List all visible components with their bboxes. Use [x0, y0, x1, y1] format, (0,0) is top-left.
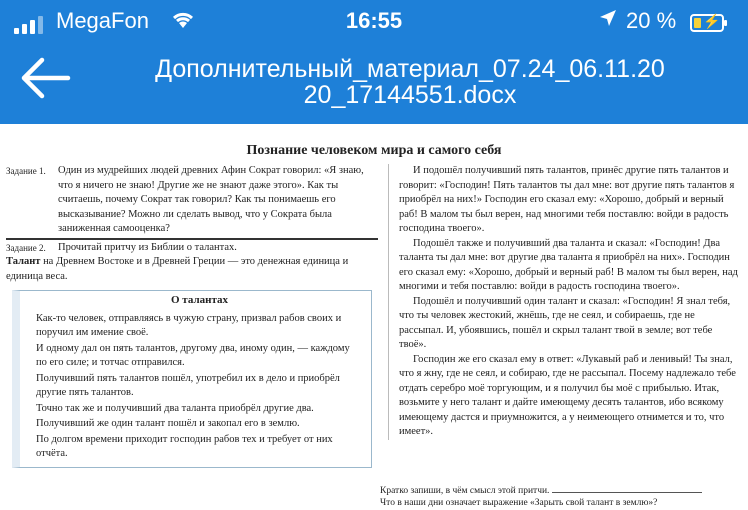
document-title-line2: 20_17144551.docx — [303, 81, 517, 109]
right-paragraph: Подошёл также и получивший два таланта и сказал: «Господин! Два таланта ты дал мне: вот другие два таланта я приобрёл на них». Господин его сказал ему: «Хорошо, добрый и верный раб! В малом ты был верен, над многими и тебя поставлю: войди в радость господина твоего». — [399, 237, 738, 292]
parable-paragraph: Получивший пять талантов пошёл, употребил их в дело и приобрёл другие пять талантов. — [36, 372, 340, 398]
parable-paragraph: Как-то человек, отправляясь в чужую страну, призвал рабов своих и поручил им имение своё. — [36, 312, 342, 338]
talent-definition — [6, 255, 378, 284]
right-column — [388, 164, 740, 440]
carrier-name: MegaFon — [56, 8, 149, 33]
talent-definition-text: на Древнем Востоке и в Древней Греции — это денежная единица и единица веса. — [6, 256, 349, 282]
task-2-label: Задание 2. — [6, 242, 46, 253]
question-2: Что в наши дни означает выражение «Зарыть свой талант в землю»? — [380, 498, 658, 508]
answer-line — [552, 484, 702, 493]
status-bar — [0, 6, 748, 38]
task-1 — [6, 164, 378, 237]
parable-box — [12, 290, 372, 468]
right-paragraph: Господин же его сказал ему в ответ: «Лукавый раб и ленивый! Ты знал, что я жну, где не сеял, и собираю, где не рассыпал. Посему надлежало тебе отдать серебро моё торгующим, и я получил бы моё с прибылью. Итак, возьмите у него талант и дайте имеющему десять талантов, ибо всякому имеющему дастся и приумножится, а у неимеющего отнимется и то, что имеет». — [399, 353, 736, 437]
clock: 16:55 — [345, 8, 403, 33]
task-1-label: Задание 1. — [6, 166, 46, 176]
document-title-line1: Дополнительный_материал_07.24_06.11.20 — [155, 55, 665, 83]
task-2-text: Прочитай притчу из Библии о талантах. — [58, 241, 237, 253]
parable-paragraph: Точно так же и получивший два таланта приобрёл другие два. — [36, 402, 314, 414]
right-text-block — [388, 164, 740, 440]
questions — [380, 484, 740, 509]
battery-icon: ⚡ — [690, 14, 724, 32]
parable-title: О талантах — [171, 294, 228, 306]
left-column — [6, 164, 378, 468]
talent-term: Талант — [6, 256, 41, 267]
back-arrow-icon[interactable] — [16, 54, 72, 102]
right-paragraph: И подошёл получивший пять талантов, принёс другие пять талантов и говорит: «Господин! Пять талантов ты дал мне: вот другие пять талантов я приобрёл на них!» Господин его сказал ему: «Хорошо, добрый и верный раб! В малом ты был верен, над многими тебя поставлю: войди в радость господина твоего». — [399, 165, 735, 234]
divider — [6, 238, 378, 240]
task-2 — [6, 241, 378, 256]
parable-paragraph: И одному дал он пять талантов, другому два, иному один, — каждому по его силе; и тотчас отправился. — [36, 342, 350, 368]
location-arrow-icon — [598, 8, 618, 34]
document-page — [0, 124, 748, 510]
right-paragraph: Подошёл и получивший один талант и сказал: «Господин! Я знал тебя, что ты человек жестокий, жнёшь, где не сеял, и собираешь, где не рассыпал. И, убоявшись, пошёл и скрыл талант твой в земле; вот тебе твоё». — [399, 295, 731, 350]
parable-paragraph: Получивший же один талант пошёл и закопал его в землю. — [36, 418, 300, 429]
parable-paragraph: По долгом времени приходит господин рабов тех и требует от них отчёта. — [36, 433, 333, 459]
document-title — [90, 56, 730, 108]
question-1: Кратко запиши, в чём смысл этой притчи. — [380, 484, 740, 497]
task-1-text: Один из мудрейших людей древних Афин Сократ говорил: «Я знаю, что я ничего не знаю! Другие же не знают даже этого». Как ты считаешь, почему Сократ так говорил? Как ты понимаешь его высказывание? Можно ли сделать вывод, что у Сократа была заниженная самооценка? — [58, 165, 364, 234]
app-header — [0, 0, 748, 124]
battery-percent: 20 % — [626, 8, 677, 33]
doc-heading: Познание человеком мира и самого себя — [246, 143, 502, 158]
